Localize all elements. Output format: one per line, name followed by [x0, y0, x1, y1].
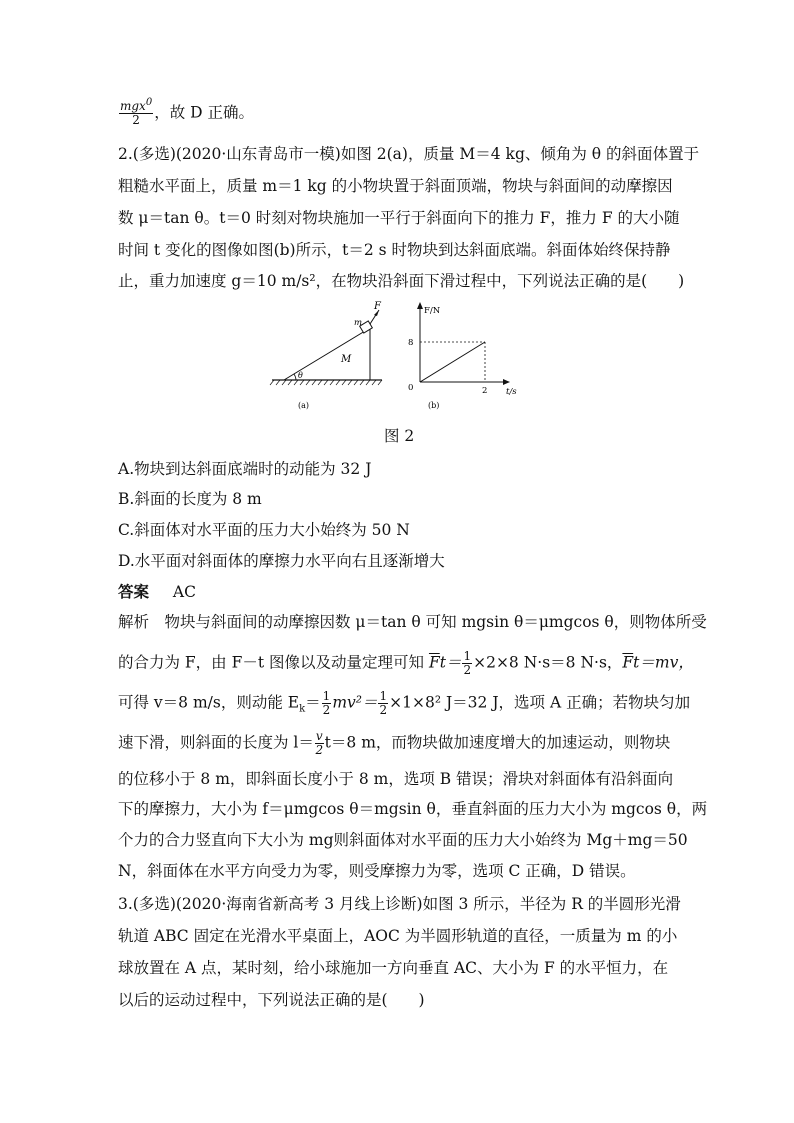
answer-line — [118, 582, 196, 602]
q2-line-1: 2.(多选)(2020·山东青岛市一模)如图 2(a)，质量 M＝4 kg、倾角为 θ 的斜面体置于 — [118, 145, 700, 163]
top-continuation — [118, 97, 254, 127]
figure-a-incline — [270, 310, 382, 385]
q2-line-2: 粗糙水平面上，质量 m＝1 kg 的小物块置于斜面顶端，物块与斜面间的动摩擦因 — [118, 177, 673, 195]
q3-line-2: 轨道 ABC 固定在光滑水平桌面上，AOC 为半圆形轨道的直径，一质量为 m 的小 — [118, 927, 678, 945]
figure-a-caption: (a) — [298, 401, 310, 410]
q3-line-1: 3.(多选)(2020·海南省新高考 3 月线上诊断)如图 3 所示，半径为 R 的半圆形光滑 — [118, 895, 681, 913]
q2-line-4: 时间 t 变化的图像如图(b)所示，t＝2 s 时物块到达斜面底端。斜面体始终保持静 — [118, 241, 671, 259]
answer-value: AC — [172, 583, 196, 601]
q2-line-5: 止，重力加速度 g＝10 m/s²，在物块沿斜面下滑过程中，下列说法正确的是( ) — [118, 272, 685, 290]
analysis-line-7: 个力的合力竖直向下大小为 mg则斜面体对水平面的压力大小始终为 Mg＋mg＝50 — [118, 831, 688, 849]
analysis-line-2: 的合力为 F，由 F－t 图像以及动量定理可知 $\overline{F}t=$ $\frac{1}{2}$ ×2×8 N·s＝8 N·s，$\overline{F}t=mv$， — [118, 649, 694, 677]
option-a: A.物块到达斜面底端时的动能为 32 J — [118, 460, 372, 478]
analysis-line-6: 下的摩擦力，大小为 f＝μmgcos θ＝mgsin θ，垂直斜面的压力大小为 mgcos θ，两 — [118, 800, 708, 818]
figure-a-label-F: F — [374, 301, 381, 312]
figure-2-svg — [262, 300, 532, 415]
figure-b-origin: 0 — [408, 383, 414, 393]
top-tail-text: ，故 D 正确。 — [154, 103, 254, 122]
figure-a-label-m: m — [354, 318, 363, 328]
figure-2-title: 图 2 — [384, 427, 415, 445]
figure-b-caption: (b) — [428, 401, 440, 410]
analysis-line-3: 可得 v＝8 m/s，则动能 $E_k=$ $\frac{1}{2}$ mv²＝ $\frac{1}{2}$ ×1×8² J＝32 J，选项 A 正确；若物块匀加 — [118, 689, 691, 717]
figure-b-xlabel: t/s — [506, 387, 517, 397]
fraction-mgx0-over-2: $\frac{mgx^0}{2}$ — [120, 97, 153, 127]
analysis-line-8: N，斜面体在水平方向受力为零，则受摩擦力为零，选项 C 正确，D 错误。 — [118, 862, 636, 880]
figure-b-ylabel: F/N — [424, 306, 441, 316]
figure-a-label-theta: θ — [298, 371, 303, 380]
figure-a-label-M: M — [341, 354, 352, 365]
figure-b-ytick: 8 — [408, 338, 414, 348]
figure-2 — [262, 300, 532, 419]
figure-b-xtick: 2 — [482, 386, 488, 396]
analysis-line-1: 解析 物块与斜面间的动摩擦因数 μ＝tan θ 可知 mgsin θ＝μmgcos θ，则物体所受 — [118, 613, 707, 631]
option-c: C.斜面体对水平面的压力大小始终为 50 N — [118, 521, 410, 539]
option-b: B.斜面的长度为 8 m — [118, 490, 262, 508]
option-d: D.水平面对斜面体的摩擦力水平向右且逐渐增大 — [118, 552, 445, 570]
q3-line-4: 以后的运动过程中，下列说法正确的是( ) — [118, 991, 425, 1009]
analysis-line-4: 速下滑，则斜面的长度为 l＝ $\frac{v}{2}$ t＝8 m，而物块做加速度增大的加速运动，则物块 — [118, 729, 671, 757]
analysis-line-5: 的位移小于 8 m，即斜面长度小于 8 m，选项 B 错误；滑块对斜面体有沿斜面向 — [118, 770, 674, 788]
q3-line-3: 球放置在 A 点，某时刻，给小球施加一方向垂直 AC、大小为 F 的水平恒力，在 — [118, 959, 669, 977]
answer-label: 答案 — [118, 582, 150, 601]
q2-line-3: 数 μ＝tan θ。t＝0 时刻对物块施加一平行于斜面向下的推力 F，推力 F 的大小随 — [118, 209, 680, 227]
